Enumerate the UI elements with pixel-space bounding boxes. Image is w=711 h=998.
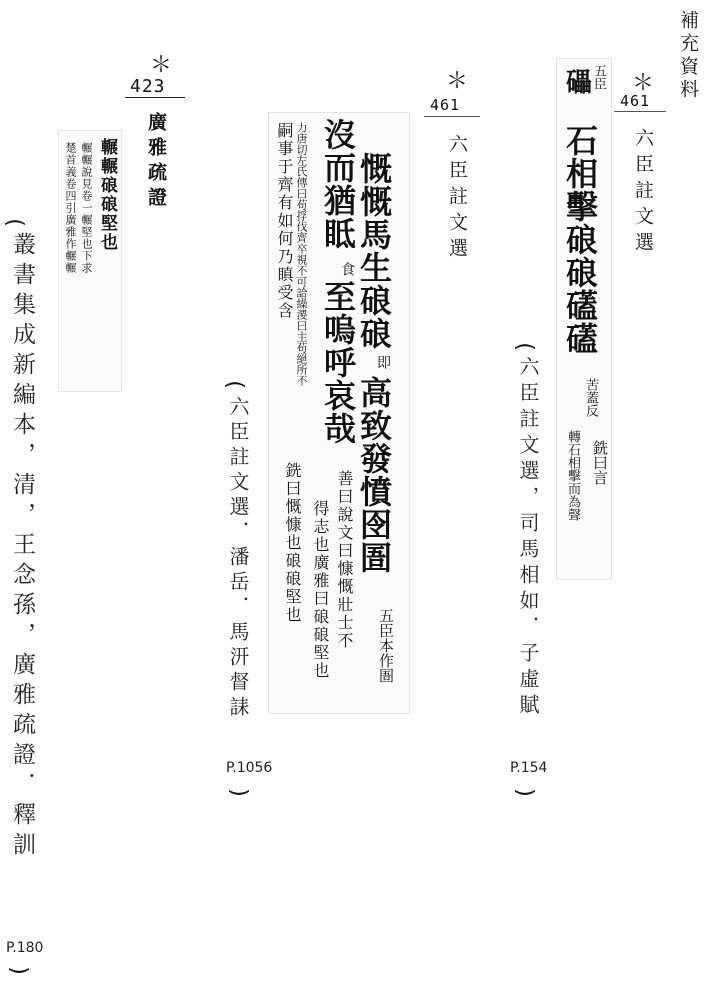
page-ref-461b: P.154 bbox=[510, 760, 548, 776]
note-423-2: 楚首義卷四引廣雅作輾輾 bbox=[64, 142, 77, 274]
note-461b-top: 苦蓋反 bbox=[583, 378, 598, 417]
citation-461a: 六臣註文選．潘岳．馬汧督誄 bbox=[226, 396, 250, 721]
main-text-461a-2b: 至嗚呼哀哉 bbox=[319, 280, 357, 445]
commentary-461a-4: 力唐切左氏傳曰苟捊伐齊卒視不可詥繰溭曰主苟絕所不 bbox=[295, 122, 308, 386]
main-text-461b: 石相擊硠硠礚礚 bbox=[561, 124, 599, 355]
main-note-461a-1: 即 bbox=[375, 355, 391, 369]
commentary-461a-1: 善曰說文曰慷慨壯士不 bbox=[335, 470, 354, 650]
asterisk-marker-461a: ＊ bbox=[446, 69, 469, 94]
top-note-461b: 五臣 bbox=[591, 64, 606, 90]
citation-423: 叢書集成新編本，清，王念孫，廣雅疏證．釋訓 bbox=[9, 232, 35, 862]
close-paren-461b: ) bbox=[511, 788, 537, 797]
entry-number-423: 423 bbox=[130, 76, 166, 97]
open-paren-423: ( bbox=[1, 218, 27, 227]
headword-423: 輾輾硠硠堅也 bbox=[97, 138, 117, 252]
source-title-461a: 六臣註文選 bbox=[446, 134, 468, 264]
source-title-423: 廣雅疏證 bbox=[145, 112, 167, 212]
commentary-461a-3: 銑曰慨慷也硠硠堅也 bbox=[283, 462, 302, 624]
corner-label: 補充資料 bbox=[677, 10, 699, 102]
main-text-461a-1b: 高致發憤囹圄 bbox=[355, 376, 393, 574]
asterisk-marker-461b: ＊ bbox=[632, 71, 655, 96]
source-title-461b: 六臣註文選 bbox=[632, 128, 654, 258]
main-tail-461a-1: 五臣本作圄 bbox=[377, 608, 395, 683]
entry-number-461b: 461 bbox=[620, 92, 651, 110]
citation-461b: 六臣註文選，司馬相如．子虛賦 bbox=[516, 356, 540, 720]
main-text-461a-2: 沒而猶眡 bbox=[319, 118, 357, 250]
number-rule-423 bbox=[125, 97, 185, 98]
note-461b-right: 銑曰言 bbox=[591, 440, 609, 485]
open-paren-461b: ( bbox=[511, 342, 537, 351]
note-423-1: 輾輾說見卷一輾堅也下求 bbox=[80, 142, 93, 274]
page-ref-461a: P.1056 bbox=[226, 760, 273, 776]
page-ref-423: P.180 bbox=[6, 940, 44, 956]
number-rule-461a bbox=[424, 116, 480, 117]
asterisk-marker-423: ＊ bbox=[150, 53, 173, 78]
top-char-461b: 礧 bbox=[566, 68, 593, 98]
commentary-461a-2: 得志也廣雅曰硠硠堅也 bbox=[311, 500, 330, 680]
entry-number-461a: 461 bbox=[430, 96, 461, 114]
close-paren-461a: ) bbox=[225, 788, 251, 797]
main-text-461a-1: 慨慨馬生硠硠 bbox=[355, 152, 393, 350]
close-paren-423: ) bbox=[5, 966, 31, 975]
main-note-461a-2: 食 bbox=[339, 262, 355, 276]
open-paren-461a: ( bbox=[221, 380, 247, 389]
number-rule-461b bbox=[614, 111, 666, 112]
commentary-461a-5: 嗣事于齊有如何乃瞋受含 bbox=[275, 122, 294, 320]
note-461b-bottom: 轉石相擊而為聲 bbox=[565, 430, 580, 521]
